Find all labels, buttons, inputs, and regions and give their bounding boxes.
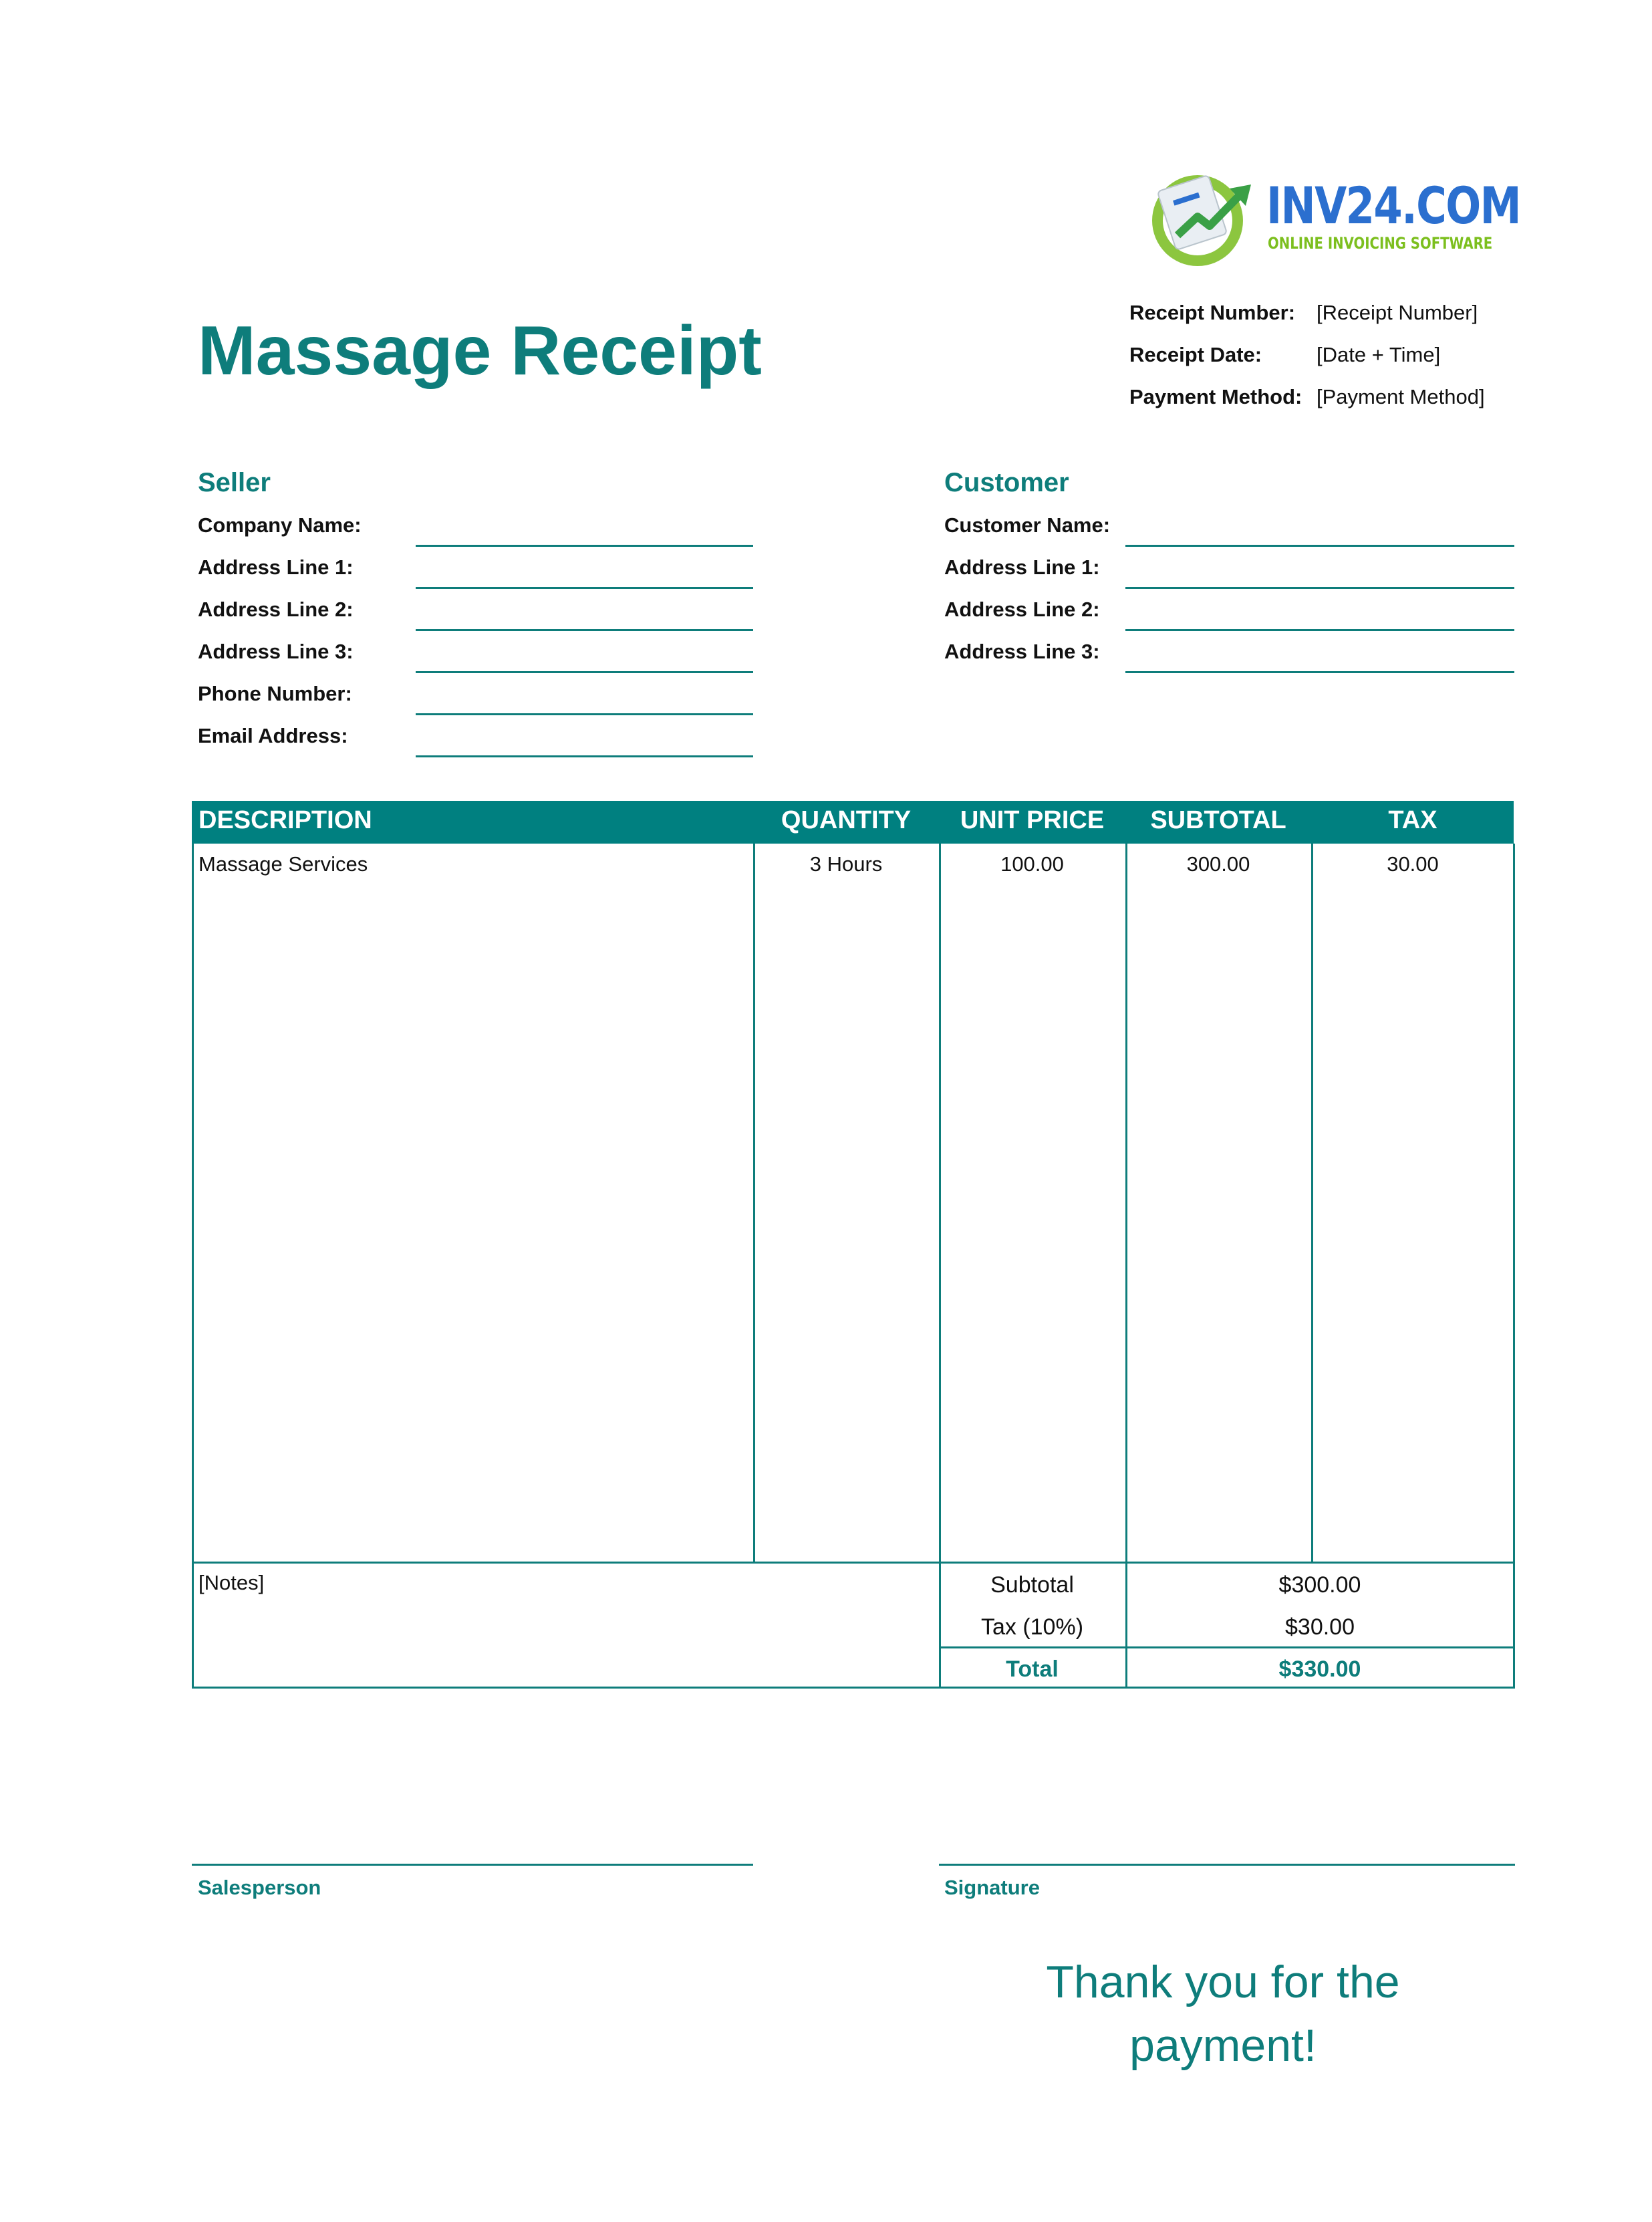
page-title: Massage Receipt: [198, 312, 762, 390]
seller-address1-label: Address Line 1:: [198, 556, 354, 579]
total-label: Total: [1006, 1656, 1059, 1682]
subtotal-value: $300.00: [1278, 1572, 1361, 1598]
seller-company-label: Company Name:: [198, 513, 362, 537]
col-divider-4: [1311, 844, 1313, 1562]
col-divider-1: [753, 844, 755, 1562]
col-description-header: DESCRIPTION: [198, 806, 372, 834]
seller-address3-field[interactable]: [416, 671, 753, 673]
seller-address3-label: Address Line 3:: [198, 640, 354, 663]
row-quantity: 3 Hours: [809, 852, 883, 876]
seller-address2-label: Address Line 2:: [198, 598, 354, 621]
customer-address3-field[interactable]: [1125, 671, 1514, 673]
signature-line[interactable]: [939, 1864, 1515, 1866]
row-description: Massage Services: [198, 852, 368, 876]
col-tax-header: TAX: [1388, 806, 1437, 834]
salesperson-line[interactable]: [192, 1864, 753, 1866]
total-value: $330.00: [1278, 1656, 1361, 1682]
customer-address2-label: Address Line 2:: [944, 598, 1100, 621]
receipt-date-value[interactable]: [Date + Time]: [1317, 343, 1441, 366]
row-tax: 30.00: [1387, 852, 1439, 876]
seller-email-field[interactable]: [416, 755, 753, 757]
logo-name: INV24.COM: [1266, 176, 1520, 235]
table-border-bottom: [192, 1687, 1515, 1689]
row-unit-price: 100.00: [1000, 852, 1064, 876]
receipt-date-label: Receipt Date:: [1129, 343, 1262, 366]
receipt-number-value[interactable]: [Receipt Number]: [1317, 301, 1478, 324]
thank-you-message: Thank you for the payment!: [1046, 1957, 1400, 2072]
salesperson-label: Salesperson: [198, 1876, 321, 1899]
row-subtotal: 300.00: [1186, 852, 1250, 876]
tax-label: Tax (10%): [980, 1614, 1084, 1640]
seller-phone-label: Phone Number:: [198, 682, 352, 705]
customer-address3-label: Address Line 3:: [944, 640, 1100, 663]
items-totals-divider: [192, 1562, 1515, 1564]
customer-address2-field[interactable]: [1125, 629, 1514, 631]
payment-method-label: Payment Method:: [1129, 385, 1302, 408]
tax-value: $30.00: [1285, 1614, 1355, 1640]
signature-label: Signature: [944, 1876, 1040, 1899]
col-quantity-header: QUANTITY: [781, 806, 912, 834]
seller-company-field[interactable]: [416, 545, 753, 547]
notes[interactable]: [Notes]: [198, 1571, 265, 1594]
seller-address2-field[interactable]: [416, 629, 753, 631]
subtotal-label: Subtotal: [990, 1572, 1074, 1598]
logo-tagline: ONLINE INVOICING SOFTWARE: [1268, 234, 1493, 253]
logo-emblem-icon: [1151, 168, 1258, 269]
seller-phone-field[interactable]: [416, 713, 753, 715]
customer-name-label: Customer Name:: [944, 513, 1111, 537]
seller-address1-field[interactable]: [416, 587, 753, 589]
seller-email-label: Email Address:: [198, 724, 348, 747]
total-row-divider: [939, 1646, 1515, 1648]
col-unit-price-header: UNIT PRICE: [960, 806, 1105, 834]
customer-name-field[interactable]: [1125, 545, 1514, 547]
customer-address1-field[interactable]: [1125, 587, 1514, 589]
customer-address1-label: Address Line 1:: [944, 556, 1100, 579]
customer-heading: Customer: [944, 468, 1069, 497]
payment-method-value[interactable]: [Payment Method]: [1317, 385, 1485, 408]
col-subtotal-header: SUBTOTAL: [1150, 806, 1286, 834]
receipt-number-label: Receipt Number:: [1129, 301, 1296, 324]
seller-heading: Seller: [198, 468, 271, 497]
